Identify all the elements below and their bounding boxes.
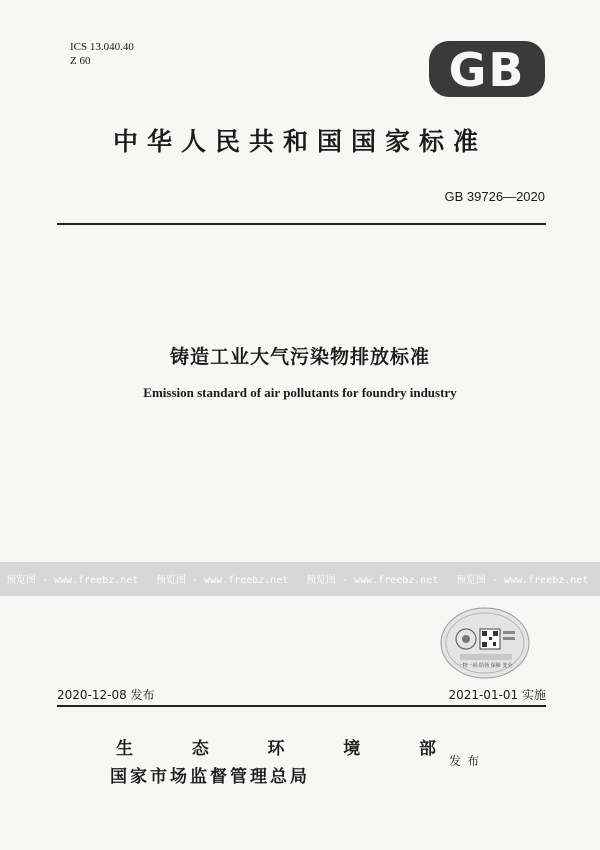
watermark-text: 预览图 - www.freebz.net: [6, 575, 139, 586]
standard-title-en: Emission standard of air pollutants for foundry industry: [143, 385, 457, 400]
issuer-char: 部: [419, 739, 436, 759]
ccs-code: Z 60: [70, 55, 91, 67]
issuer-char: 境: [343, 739, 361, 759]
issuer-char: 环: [267, 739, 285, 759]
gb-logo-text: GB: [448, 43, 526, 97]
issuer-char: 生: [116, 739, 133, 759]
watermark-text: 预览图 - www.freebz.net: [456, 575, 589, 586]
issue-label: 发布: [449, 754, 486, 768]
publish-date: 2020-12-08 发布: [57, 688, 155, 702]
national-standard-title: 中华人民共和国国家标准: [112, 127, 487, 156]
standard-title-zh: 铸造工业大气污染物排放标准: [169, 346, 430, 368]
issuer-ministry: [116, 734, 436, 759]
bottom-divider: [57, 705, 546, 707]
standard-number: GB 39726—2020: [444, 189, 545, 204]
watermark-text: 预览图 - www.freebz.net: [306, 575, 439, 586]
anti-counterfeit-seal: [440, 607, 530, 679]
issuer-char: 态: [191, 739, 209, 759]
classification-codes: [70, 40, 134, 68]
gb-logo: [428, 40, 546, 98]
issuer-administration: 国家市场监督管理总局: [110, 767, 310, 787]
watermark-text: 预览图 - www.freebz.net: [156, 575, 289, 586]
top-divider: [57, 223, 546, 225]
ics-code: ICS 13.040.40: [70, 41, 134, 53]
seal-caption: 一物一码 防伪 保障 安全: [457, 663, 513, 669]
implement-date: 2021-01-01 实施: [448, 688, 546, 702]
watermark-band: [0, 562, 600, 596]
